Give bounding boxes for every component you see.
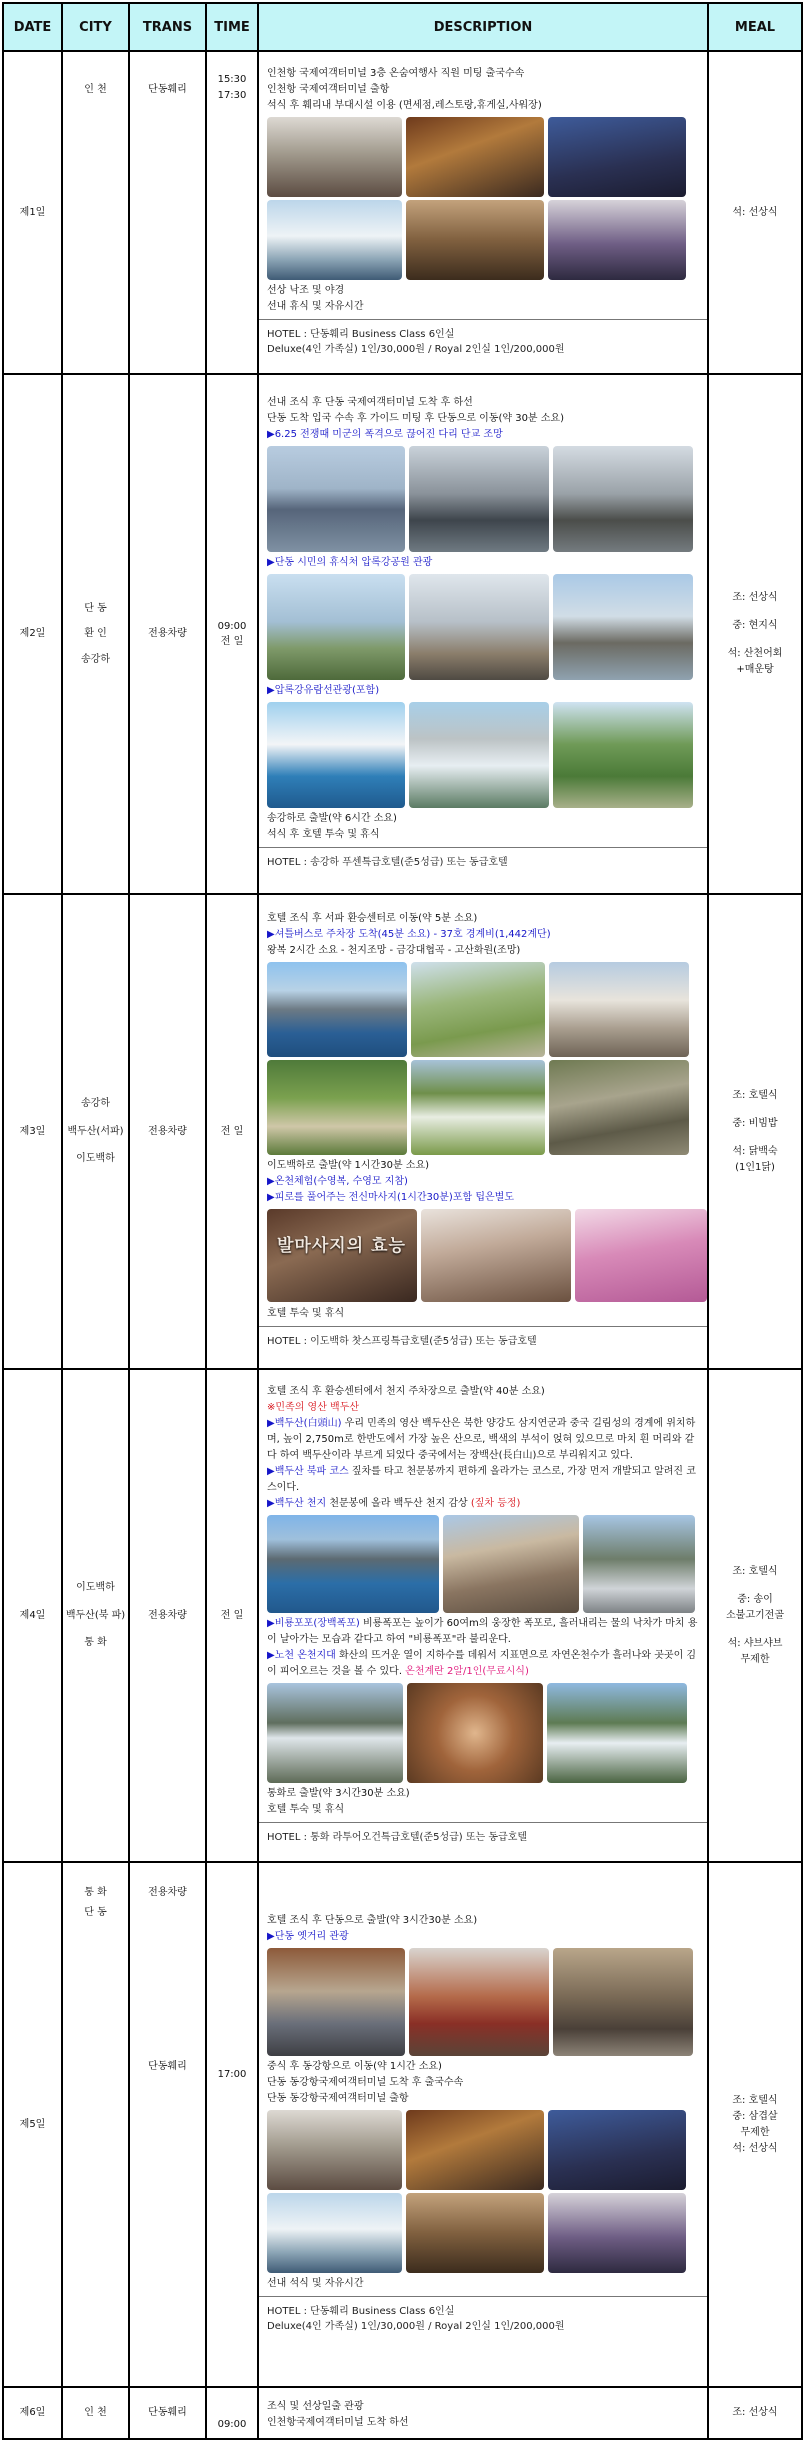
hotel-info: [259, 2296, 707, 2342]
day-city: [62, 894, 129, 1369]
hotel-line: HOTEL : 이도백하 찻스프링특급호텔(준5성급) 또는 동급호텔: [267, 1336, 537, 1348]
hotel-info: [259, 1822, 707, 1854]
bridge-ruins-photo: [553, 446, 693, 552]
city-name: 통 화: [84, 1887, 107, 1898]
para-lead: ▶노천 온천지대: [267, 1649, 336, 1661]
meal-line: 무제한: [740, 2126, 770, 2138]
time-value: 09:00: [217, 2418, 247, 2430]
header-description: DESCRIPTION: [258, 3, 708, 51]
hotel-line: HOTEL : 송강하 푸센특급호텔(준5성급) 또는 동급호텔: [267, 857, 508, 869]
desc-line: 단동 도착 입국 수속 후 가이드 미팅 후 단동으로 이동(약 30분 소요): [267, 413, 564, 425]
trans-name: 전용차량: [148, 1609, 187, 1621]
desc-paragraph: [267, 1648, 699, 1680]
day-date: 제1일: [3, 51, 62, 374]
hotel-line: Deluxe(4인 가족실) 1인/30,000원 / Royal 2인실 1인/200,000원: [267, 2320, 565, 2332]
desc-line: 호텔 조식 후 단동으로 출발(약 3시간30분 소요): [267, 1915, 478, 1926]
trans-name: 전용차량: [148, 1125, 187, 1137]
desc-line: 단동 동강항국제여객터미널 도착 후 출국수속: [267, 2077, 464, 2088]
day-time: [206, 2387, 258, 2439]
bridge-span-photo: [553, 574, 693, 680]
day-row-1: [3, 51, 802, 374]
day-time: [206, 51, 258, 374]
ferry-restaurant-photo: [406, 2110, 544, 2190]
forest-boardwalk-photo: [267, 1060, 407, 1155]
desc-line: 이도백하로 출발(약 1시간30분 소요): [267, 1160, 430, 1172]
header-row: [3, 3, 802, 51]
day-row-4: [3, 1369, 802, 1862]
desc-paragraph: [267, 1416, 699, 1464]
ferry-lounge-photo: [267, 2110, 402, 2190]
day-meal: [708, 2387, 802, 2439]
day-meal: [708, 894, 802, 1369]
day-meal: [708, 1369, 802, 1862]
hotel-info: [259, 319, 707, 365]
meal-line: 중: 현지식: [732, 620, 778, 631]
day-city: [62, 2387, 129, 2439]
day-meal: [708, 374, 802, 894]
day-city: [62, 1862, 129, 2387]
city-name: 단 동: [84, 602, 107, 614]
meal-line: 중: 비빔밥: [732, 1117, 778, 1129]
old-street-shop-photo: [409, 1948, 549, 2056]
hotel-line: HOTEL : 단동훼리 Business Class 6인실: [267, 329, 455, 340]
desc-line: 석식 후 호텔 투숙 및 휴식: [267, 829, 380, 841]
day-time: [206, 1862, 258, 2387]
desc-line: 인천항 국제여객터미널 출항: [267, 84, 390, 95]
day-city: [62, 51, 129, 374]
header-date: DATE: [3, 3, 62, 51]
trans-name: 단동훼리: [148, 2407, 187, 2419]
day-city: [62, 374, 129, 894]
para-tag: (짚차 등정): [470, 1497, 521, 1509]
desc-line: 호텔 투숙 및 휴식: [267, 1308, 345, 1320]
header-city: CITY: [62, 3, 129, 51]
desc-line: ▶압록강유람선관광(포함): [267, 685, 380, 697]
time-value: 전 일: [220, 1609, 244, 1621]
desc-line: 호텔 투숙 및 휴식: [267, 1803, 345, 1815]
time-value: 17:00: [217, 2069, 247, 2080]
ferry-cabin-photo: [548, 2193, 686, 2273]
day-date: 제6일: [3, 2387, 62, 2439]
hotel-line: HOTEL : 통화 라투어오건특급호텔(준5성급) 또는 동급호텔: [267, 1831, 528, 1843]
city-name: 송강하: [81, 1098, 110, 1110]
desc-paragraph: [267, 1464, 699, 1496]
meal-line: 조: 호텔식: [732, 1089, 778, 1101]
day-row-3: [3, 894, 802, 1369]
meal-line: 중: 삼겹살: [732, 2110, 778, 2122]
time-value: 15:30: [217, 74, 247, 85]
ferry-dining-photo: [406, 2193, 544, 2273]
day-meal: [708, 1862, 802, 2387]
para-lead: ▶백두산(白頭山): [267, 1417, 342, 1429]
city-name: 이도백하: [76, 1153, 115, 1165]
itinerary-table: [2, 2, 803, 2440]
rock-cliff-photo: [443, 1515, 579, 1613]
meal-line: 소불고기전골: [726, 1609, 784, 1621]
para-text: 우리 민족의 영산 백두산은 북한 양강도 삼지연군과 중국 길림성의 경계에 위치하며, 높이 2,750m로 한반도에서 가장 높은 산으로, 백색의 부석이 얹혀 있으므로 마치 흰 머리와 같다 하여 백두산이라 부르게 되었다 중국에서는 장백산(長白山)으로 부리워지고 있다.: [267, 1417, 696, 1461]
massage-photo: [267, 1209, 417, 1302]
trans-name: 전용차량: [148, 628, 187, 640]
city-name: 이도백하: [76, 1582, 115, 1594]
desc-line: ▶온천체험(수영복, 수영모 지참): [267, 1176, 408, 1188]
day-date: 제3일: [3, 894, 62, 1369]
stairway-photo: [411, 962, 545, 1057]
desc-line: 선내 조식 후 단동 국제여객터미널 도착 후 하선: [267, 397, 473, 409]
time-value: 17:30: [217, 89, 247, 101]
day-description: [258, 2387, 708, 2439]
meal-line: 석: 선상식: [732, 2142, 778, 2154]
desc-line: 왕복 2시간 소요 - 천지조망 - 금강대협곡 - 고산화원(조망): [267, 945, 521, 957]
desc-line: 조식 및 선상일출 관광: [267, 2401, 364, 2412]
city-name: 단 동: [84, 1906, 107, 1918]
city-name: 송강하: [81, 653, 110, 665]
desc-line: 선상 낙조 및 야경: [267, 285, 345, 296]
ferry-restaurant-photo: [406, 117, 544, 197]
hot-spring-eggs-photo: [407, 1683, 543, 1783]
cruise-boat-photo: [267, 702, 405, 808]
boundary-stone-photo: [549, 962, 689, 1057]
meal-line: +매운탕: [736, 664, 774, 675]
day-description: [258, 1862, 708, 2387]
day-date: 제2일: [3, 374, 62, 894]
trans-name: 단동훼리: [148, 2060, 187, 2072]
desc-paragraph: [267, 1496, 699, 1512]
day-trans: [129, 51, 206, 374]
meal-line: 석: 선상식: [732, 206, 778, 218]
ferry-dining-photo: [406, 200, 544, 280]
yalu-bridge-photo: [267, 446, 405, 552]
heaven-lake-photo: [267, 1515, 439, 1613]
para-tag: 온천계란 2알/1인(무료시식): [405, 1665, 529, 1677]
para-lead: ▶백두산 북파 코스: [267, 1465, 349, 1477]
desc-line: 인천항 국제여객터미널 3층 온숨여행사 직원 미팅 출국수속: [267, 68, 525, 79]
ferry-lounge-photo: [267, 117, 402, 197]
meal-line: 중: 송이: [737, 1593, 773, 1605]
desc-line: 단동 동강항국제여객터미널 출항: [267, 2093, 409, 2104]
day-trans: [129, 894, 206, 1369]
para-text: 짚차를 타고 천문봉까지 편하게 올라가는 코스로, 가장 먼저 개발되고 알려진 코스이다.: [267, 1465, 696, 1493]
meal-line: 석: 닭백숙: [732, 1145, 778, 1157]
desc-line: 인천항국제여객터미널 도착 하선: [267, 2417, 409, 2428]
ferry-ship-photo: [267, 200, 402, 280]
desc-line: 선내 휴식 및 자유시간: [267, 301, 364, 312]
ferry-cabin-photo: [548, 200, 686, 280]
heaven-lake-photo: [267, 962, 407, 1057]
day-trans: [129, 1369, 206, 1862]
hotel-info: [259, 847, 707, 879]
day-date: 제4일: [3, 1369, 62, 1862]
desc-line: ※민족의 영산 백두산: [267, 1401, 360, 1413]
header-meal: MEAL: [708, 3, 802, 51]
meal-line: 무제한: [740, 1653, 770, 1665]
yalu-monument-photo: [409, 574, 549, 680]
day-time: [206, 1369, 258, 1862]
broken-bridge-photo: [409, 446, 549, 552]
para-text: 화산의 뜨거운 열이 지하수를 데워서 지표면으로 자연온천수가 흘러나와 곳곳이 김이 피어오르는 것을 볼 수 있다.: [267, 1649, 697, 1677]
waterfall-photo: [267, 1683, 403, 1783]
header-trans: TRANS: [129, 3, 206, 51]
desc-paragraph: [267, 1616, 699, 1648]
desc-line: 송강하로 출발(약 6시간 소요): [267, 813, 397, 825]
meal-line: 조: 호텔식: [732, 2094, 778, 2106]
day-trans: [129, 1862, 206, 2387]
ferry-ship-photo: [267, 2193, 402, 2273]
day-time: [206, 374, 258, 894]
desc-line: 석식 후 훼리내 부대시설 이용 (면세점,레스토랑,휴게실,사워장): [267, 100, 542, 111]
day-description: [258, 1369, 708, 1862]
meal-line: (1인1닭): [735, 1161, 775, 1173]
hotel-info: [259, 1326, 707, 1358]
dam-photo: [409, 702, 549, 808]
stairway-photo: [583, 1515, 695, 1613]
para-lead: ▶백두산 천지: [267, 1497, 327, 1509]
day-time: [206, 894, 258, 1369]
old-street-crowd-photo: [553, 1948, 693, 2056]
time-value: 전 일: [220, 636, 244, 647]
yalu-park-bridge-photo: [267, 574, 405, 680]
desc-line: 호텔 조식 후 서파 환승센터로 이동(약 5분 소요): [267, 913, 478, 925]
desc-line: ▶단동 시민의 휴식처 압록강공원 관광: [267, 557, 433, 569]
desc-line: 중식 후 동강항으로 이동(약 1시간 소요): [267, 2061, 442, 2072]
day-row-6: [3, 2387, 802, 2439]
meal-line: 석: 산천어회: [727, 648, 783, 659]
day-description: [258, 374, 708, 894]
day-city: [62, 1369, 129, 1862]
day-date: 제5일: [3, 1862, 62, 2387]
desc-line: 통화로 출발(약 3시간30분 소요): [267, 1787, 410, 1799]
trans-name: 전용차량: [148, 1887, 187, 1898]
waterfall-valley-photo: [547, 1683, 687, 1783]
meal-line: 조: 선상식: [732, 2407, 778, 2418]
meal-line: 조: 호텔식: [732, 1565, 778, 1577]
meal-line: 석: 샤브샤브: [727, 1637, 783, 1649]
desc-line: ▶셔틀버스로 주차장 도착(45분 소요) - 37호 경계비(1,442계단): [267, 929, 551, 941]
desc-line: ▶6.25 전쟁때 미군의 폭격으로 끊어진 다리 단교 조망: [267, 429, 503, 441]
day-trans: [129, 374, 206, 894]
hotel-line: HOTEL : 단동훼리 Business Class 6인실: [267, 2306, 455, 2317]
trans-name: 단동훼리: [148, 84, 187, 95]
day-row-2: [3, 374, 802, 894]
time-value: 전 일: [220, 1125, 244, 1137]
desc-line: ▶피로를 풀어주는 전신마사지(1시간30분)포함 팁은별도: [267, 1192, 514, 1204]
city-name: 인 천: [84, 84, 107, 95]
city-name: 통 화: [84, 1637, 107, 1649]
alpine-flowers-photo: [411, 1060, 545, 1155]
hotel-line: Deluxe(4인 가족실) 1인/30,000원 / Royal 2인실 1인/200,000원: [267, 343, 565, 355]
day-row-5: [3, 1862, 802, 2387]
meal-line: 조: 선상식: [732, 592, 778, 603]
time-value: 09:00: [217, 620, 247, 632]
header-time: TIME: [206, 3, 258, 51]
city-name: 인 천: [84, 2407, 107, 2419]
rock-cliff-photo: [549, 1060, 689, 1155]
day-meal: [708, 51, 802, 374]
tea-cup-photo: [575, 1209, 707, 1302]
day-description: [258, 51, 708, 374]
massage-caption: 발마사지의 효능: [277, 1236, 406, 1257]
massage-photo: [421, 1209, 571, 1302]
day-trans: [129, 2387, 206, 2439]
city-name: 백두산(북 파): [65, 1609, 126, 1621]
desc-line: ▶단동 옛거리 관광: [267, 1931, 349, 1942]
desc-line: 호텔 조식 후 환승센터에서 천지 주차장으로 출발(약 40분 소요): [267, 1385, 545, 1397]
ferry-hall-photo: [548, 2110, 686, 2190]
para-text: 천문봉에 올라 백두산 천지 감상: [326, 1497, 471, 1509]
city-name: 백두산(서파): [67, 1125, 124, 1137]
city-name: 환 인: [84, 628, 107, 640]
para-text: 비룡폭포는 높이가 60여m의 웅장한 폭포로, 흘러내리는 물의 낙차가 마치 용이 날아가는 모습과 같다고 하여 "비룡폭포"라 불리운다.: [267, 1617, 698, 1645]
day-description: [258, 894, 708, 1369]
para-lead: ▶비룡포포(장백폭포): [267, 1617, 360, 1629]
village-photo: [553, 702, 693, 808]
old-street-photo: [267, 1948, 405, 2056]
ferry-hall-photo: [548, 117, 686, 197]
desc-line: 선내 석식 및 자유시간: [267, 2278, 364, 2289]
